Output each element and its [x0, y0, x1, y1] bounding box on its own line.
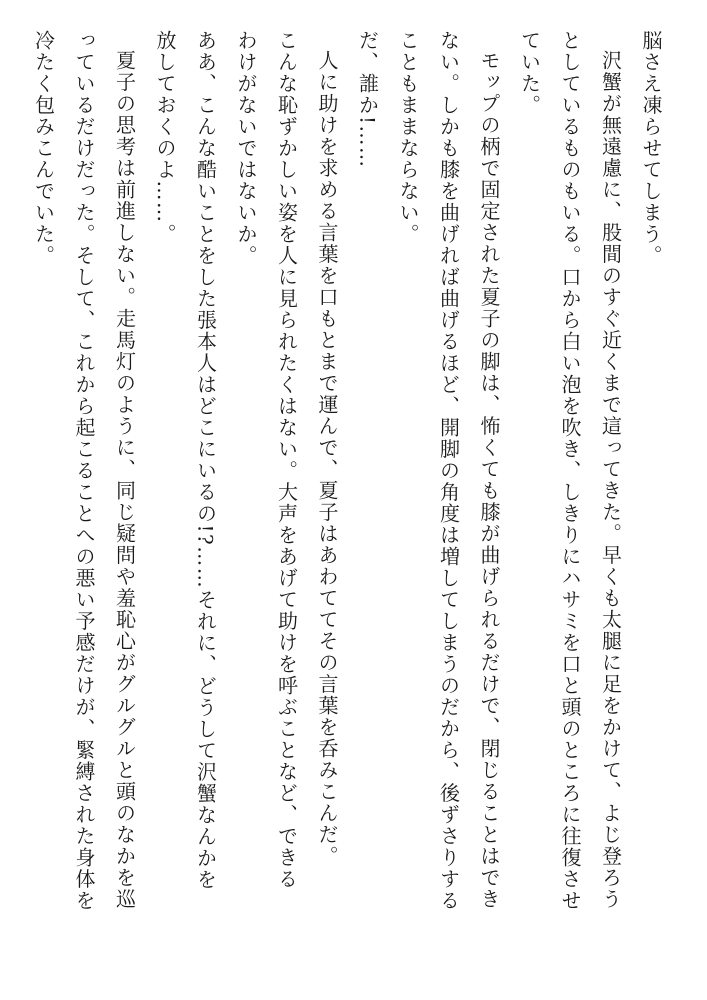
- vertical-text-body: [23, 30, 671, 970]
- text-line: ない。しかも膝を曲げれば曲げるほど、開脚の角度は増してしまうのだから、後ずさりする: [436, 30, 461, 912]
- text-line: こともままならない。: [396, 30, 420, 245]
- text-line: わけがないではないか。: [234, 30, 258, 267]
- text-line: ていた。: [517, 30, 542, 116]
- text-line: だ、誰か!……: [355, 30, 380, 169]
- text-line: 放しておくのよ……。: [153, 30, 177, 245]
- text-line: っているだけだった。そして、これから起こることへの悪い予感だけが、緊縛された身体を: [72, 30, 96, 912]
- text-line: 脳さえ凍らせてしまう。: [639, 30, 663, 267]
- text-line: 沢蟹が無遠慮に、股間のすぐ近くまで這ってきた。早くも太腿に足をかけて、よじ登ろう: [598, 50, 623, 910]
- text-line: 冷たく包みこんでいた。: [31, 30, 56, 267]
- text-line: ああ、こんな酷いことをした張本人はどこにいるの!?……それに、どうして沢蟹なんかを: [193, 30, 218, 891]
- text-line: としているものもいる。口から白い泡を吹き、しきりにハサミを口と頭のところに往復させ: [558, 30, 582, 912]
- text-line: モップの柄で固定された夏子の脚は、怖くても膝が曲げられるだけで、閉じることはでき: [477, 50, 501, 910]
- text-line: 夏子の思考は前進しない。走馬灯のように、同じ疑問や羞恥心がグルグルと頭のなかを巡: [112, 50, 137, 910]
- text-line: 人に助けを求める言葉を口もとまで運んで、夏子はあわててその言葉を呑みこんだ。: [315, 50, 339, 867]
- text-line: こんな恥ずかしい姿を人に見られたくはない。大声をあげて助けを呼ぶことなど、できる: [274, 30, 299, 890]
